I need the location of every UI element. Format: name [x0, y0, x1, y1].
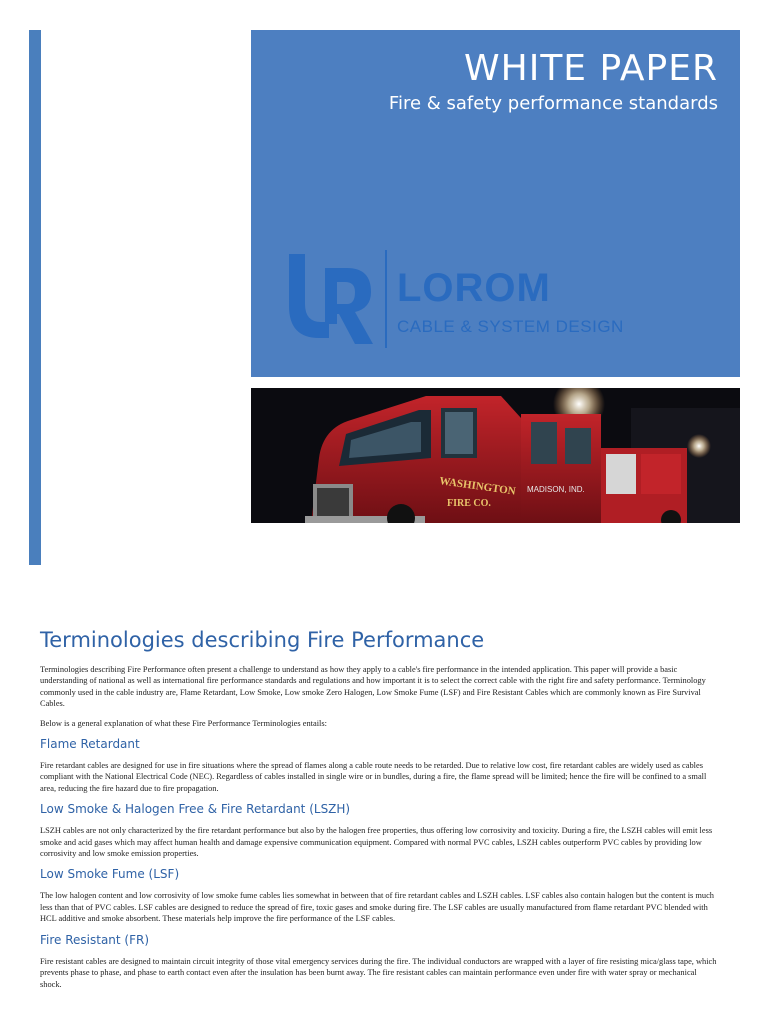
fire-truck-photo — [251, 388, 740, 523]
logo-tagline: CABLE & SYSTEM DESIGN — [397, 317, 624, 336]
section-body-fire-resistant: Fire resistant cables are designed to maintain circuit integrity of those vital emergency services during the fire. The individual conductors are wrapped with a layer of fire resisting mica/glass tape, which prevents phase to phase, and phase to earth contact even after the insulation has been burnt away. The fire resistant cables can maintain performance even under fire with water spray or mechanical shock. — [40, 956, 717, 989]
company-logo — [285, 250, 645, 350]
truck-lettering-fire-co: FIRE CO. — [447, 498, 491, 509]
article — [40, 628, 720, 998]
section-heading-lszh: Low Smoke & Halogen Free & Fire Retardant (LSZH) — [40, 802, 351, 817]
section-heading-flame-retardant: Flame Retardant — [40, 737, 140, 752]
truck-lettering: WASHINGTON — [438, 475, 517, 498]
lorom-logo-mark — [285, 250, 377, 348]
section-body-lsf: The low halogen content and low corrosivity of low smoke fume cables lies somewhat in between that of fire retardant cables and LSZH cables. LSF cables also contain halogen but the content is much less than that of PVC cables. LSF cables are designed to reduce the spread of fire, toxic gases and smoke during fire. The LSF cables are usually manufactured from flame retardant PVC blended with HCL additive and smoke absorbent. These materials help improve the fire performance of the LSF cables. — [40, 891, 714, 924]
hero-title: WHITE PAPER — [464, 48, 718, 89]
section-body-lszh: LSZH cables are not only characterized by the fire retardant performance but also by the halogen free properties, thus offering low corrosivity and toxicity. During a fire, the LSZH cables will emit less smoke and acid gases which may affect human health and damage expensive communication equipment. Compared with normal PVC cables, LSZH cables outperform PVC cables by providing low corrosivity and low smoke emission properties. — [40, 826, 713, 859]
section-body-flame-retardant: Fire retardant cables are designed for use in fire situations where the spread of flames along a cable route needs to be retarded. Due to relative low cost, fire retardant cables are widely used as cables compliant with the National Electrical Code (NEC). Regardless of cables installed in single wire or in bundles, during a fire, the flame spread will be limited; hence the fire will be confined to a small area, reducing the fire hazard due to fire propagation. — [40, 761, 707, 793]
truck-lettering-madison: MADISON, IND. — [527, 485, 585, 494]
intro-paragraph: Terminologies describing Fire Performance often present a challenge to understand as how they apply to a cable's fire performance in the intended application. This paper will provide a basic understanding of national as well as international fire performance standards and regulations and how important it is to select the correct cable with the right fire and safety performance. Terminology commonly used in the cable industry are, Flame Retardant, Low Smoke, Low smoke Zero Halogen, Low Smoke Fume (LSF) and Fire Resistant Cables which are commonly known as Fire Survival Cables. — [40, 665, 706, 709]
section-heading-lsf: Low Smoke Fume (LSF) — [40, 867, 180, 882]
logo-name: LOROM — [397, 266, 551, 310]
hero-banner — [251, 30, 740, 377]
side-accent-bar — [29, 30, 41, 565]
logo-divider — [385, 250, 387, 348]
lead-paragraph: Below is a general explanation of what these Fire Performance Terminologies entails: — [40, 718, 327, 728]
hero-subtitle: Fire & safety performance standards — [388, 93, 718, 114]
section-heading-fire-resistant: Fire Resistant (FR) — [40, 932, 150, 947]
article-title: Terminologies describing Fire Performance — [40, 628, 485, 652]
